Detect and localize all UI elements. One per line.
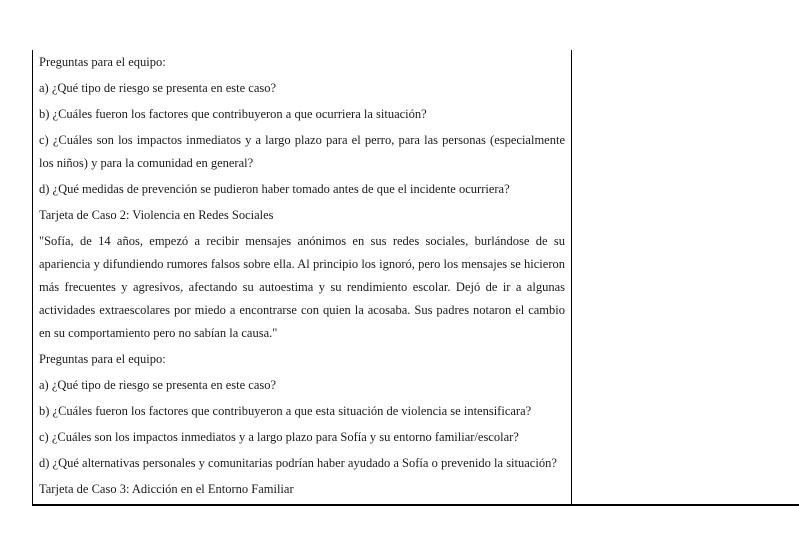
question-2d: d) ¿Qué alternativas personales y comunitarias podrían haber ayudado a Sofía o prevenido la situación? [39, 456, 557, 470]
case-card-text-cell [32, 50, 572, 504]
question-1a: a) ¿Qué tipo de riesgo se presenta en este caso? [39, 81, 277, 95]
team-questions-heading-2: Preguntas para el equipo: [39, 352, 166, 366]
empty-table-cell [572, 50, 799, 504]
question-2c: c) ¿Cuáles son los impactos inmediatos y a largo plazo para Sofía y su entorno familiar/escolar? [39, 430, 519, 444]
question-1c: c) ¿Cuáles son los impactos inmediatos y a largo plazo para el perro, para las personas (especialmente los niños) y para la comunidad en general? [39, 133, 565, 170]
question-1b: b) ¿Cuáles fueron los factores que contribuyeron a que ocurriera la situación? [39, 107, 427, 121]
case-card-3-title: Tarjeta de Caso 3: Adicción en el Entorno Familiar [39, 482, 294, 496]
case-2-description: "Sofía, de 14 años, empezó a recibir mensajes anónimos en sus redes sociales, burlándose de su apariencia y difundiendo rumores falsos sobre ella. Al principio los ignoró, pero los mensajes se hicieron más frecuentes y agresivos, afectando su autoestima y su rendimiento escolar. Dejó de ir a algunas actividades extraescolares por miedo a encontrarse con quien la acosaba. Sus padres notaron el cambio en su comportamiento pero no sabían la causa." [39, 234, 565, 340]
question-2a: a) ¿Qué tipo de riesgo se presenta en este caso? [39, 378, 277, 392]
question-2b: b) ¿Cuáles fueron los factores que contribuyeron a que esta situación de violencia se intensificara? [39, 404, 532, 418]
case-card-table-row [32, 50, 799, 506]
question-1d: d) ¿Qué medidas de prevención se pudieron haber tomado antes de que el incidente ocurriera? [39, 182, 510, 196]
case-card-2-title: Tarjeta de Caso 2: Violencia en Redes Sociales [39, 208, 274, 222]
team-questions-heading-1: Preguntas para el equipo: [39, 55, 166, 69]
